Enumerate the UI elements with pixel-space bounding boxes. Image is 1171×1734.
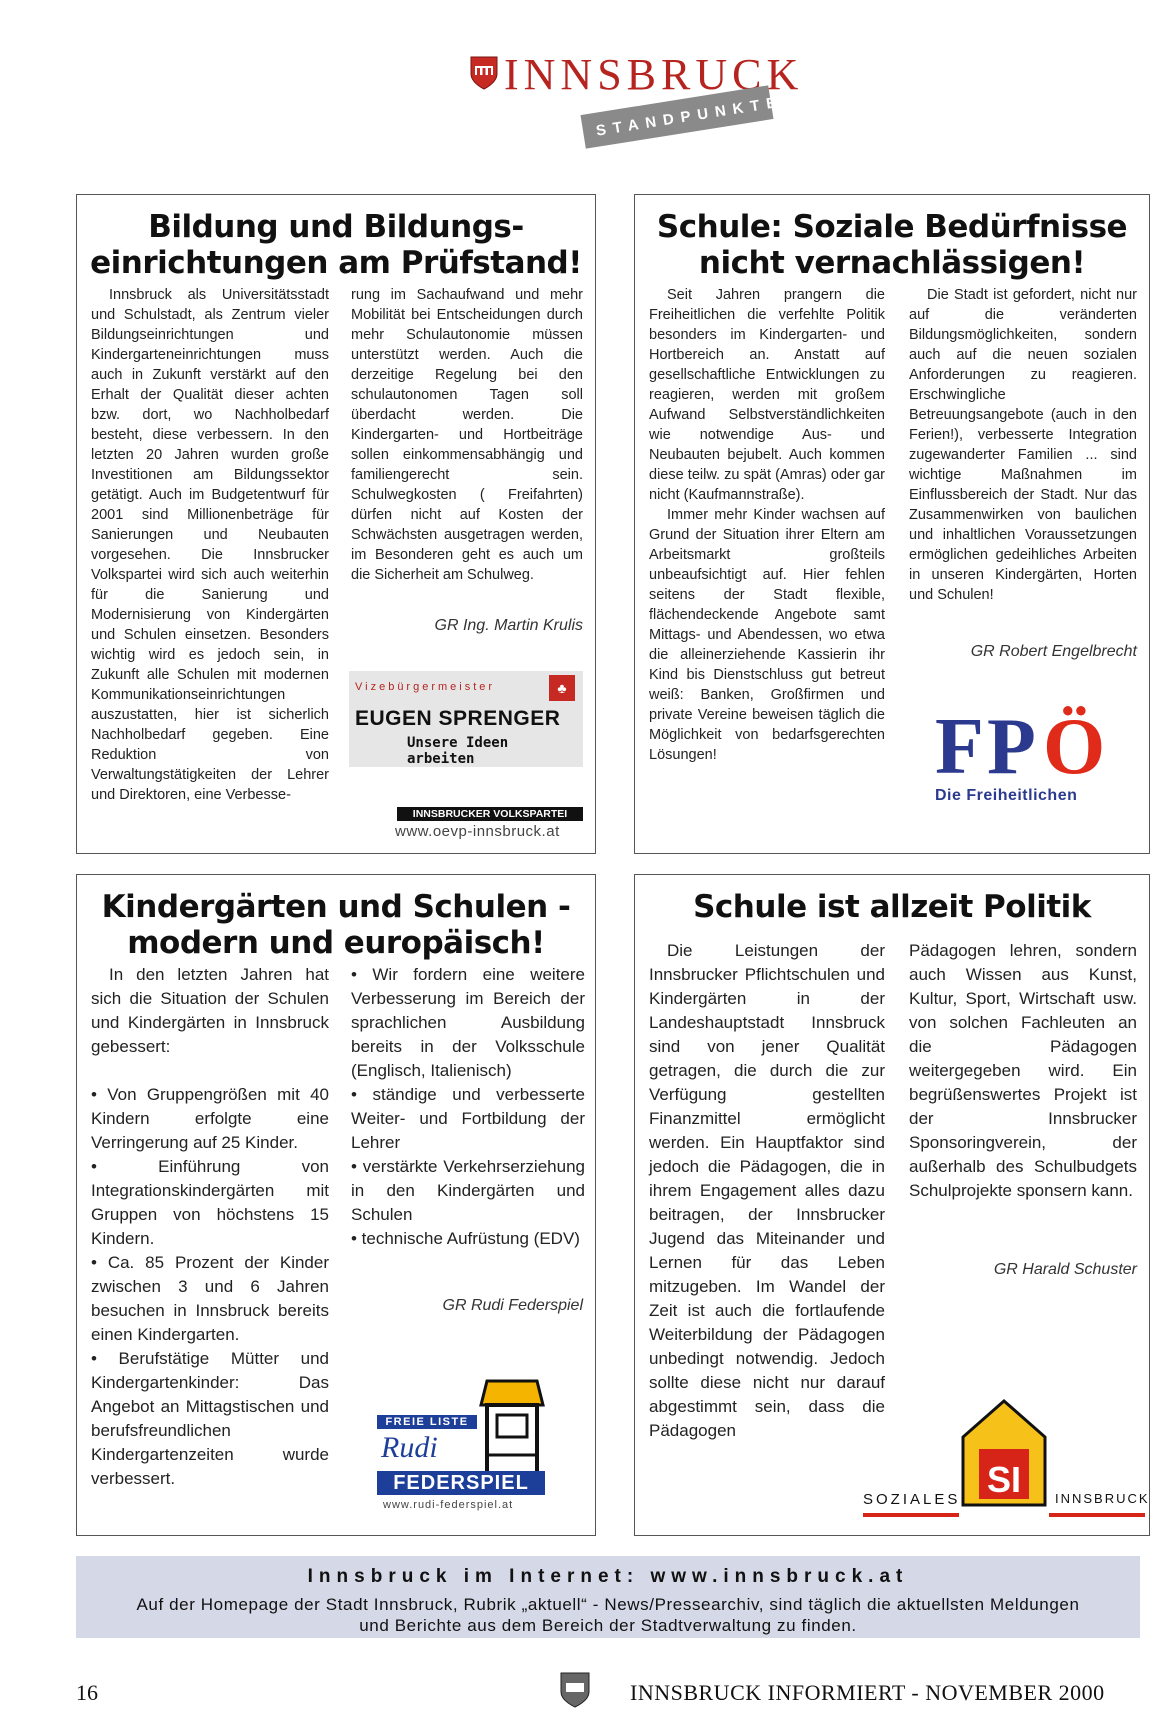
article-column-left bbox=[91, 963, 329, 1491]
logo-caption: Vizebürgermeister bbox=[355, 681, 496, 693]
paragraph: Die Stadt ist gefordert, nicht nur auf die veränderten Bildungsmöglichkeiten, sondern auch auf die neuen sozialen Anforderungen zu reagieren. Erschwingliche Betreuungsangebote (auch in den Ferien!), verbesserte Integration zugewanderter Familien ... sind wichtige Maßnahmen im Einflussbereich der Stadt. Nur das Zusammenwirken von baulichen und inhaltlichen Voraussetzungen ermöglichen gedeihliches Arbeiten in unseren Kindergärten, Horten und Schulen! bbox=[909, 287, 1137, 603]
paragraph: rung im Sachaufwand und mehr Mobilität bei Entscheidungen durch mehr Schulautonomie müssen unterstützt werden. Auch die derzeitige Regelung bei den schulautonomen Tagen soll überdacht werden. Die Kindergarten- und Hortbeiträge sollen einkommensabhängig und familiengerecht sein. Schulwegkosten ( Freifahrten) dürfen nicht auf Kosten der Schwächsten ausgetragen werden, im Besonderen geht es auch um die Sicherheit am Schulweg. bbox=[351, 287, 583, 583]
article-column-right bbox=[351, 963, 585, 1251]
logo-letter: Ö bbox=[1043, 703, 1106, 791]
list-item: • Wir fordern eine weitere Verbesserung im Bereich der sprachlichen Ausbildung bereits in der Volksschule (Englisch, Italienisch) bbox=[351, 965, 585, 1080]
divider bbox=[1049, 1513, 1145, 1517]
author-signature: GR Harald Schuster bbox=[993, 1261, 1137, 1278]
article-soziale-beduerfnisse bbox=[634, 194, 1150, 854]
logo-letter: P bbox=[987, 703, 1036, 791]
article-column-left bbox=[649, 939, 885, 1443]
article-title: Schule ist allzeit Politik bbox=[693, 889, 1091, 925]
party-url: www.oevp-innsbruck.at bbox=[395, 823, 560, 840]
logo-name: EUGEN SPRENGER bbox=[355, 707, 561, 730]
paragraph: Die Leistungen der Innsbrucker Pflichtschulen und Kindergärten in der Landeshauptstadt Innsbruck sind von jener Qualität getragen, die durch die zur Verfügung gestellten Finanzmittel ermöglicht werden. Ein Hauptfaktor sind jedoch die Pädagogen, die in ihrem Engagement alles dazu beitragen, der Innsbrucker Jugend das Miteinander und Lernen für das Leben mitzugeben. Im Wandel der Zeit ist auch die fortlaufende Weiterbildung der Pädagogen unbedingt notwendig. Jedoch sollte diese nicht nur darauf abgestimmt sein, dass die Pädagogen bbox=[649, 941, 885, 1440]
article-column-right bbox=[351, 285, 583, 585]
logo-caption: FREIE LISTE bbox=[377, 1415, 477, 1429]
article-title: Bildung und Bildungs- einrichtungen am Prüfstand! bbox=[90, 209, 582, 281]
article-column-right bbox=[909, 285, 1137, 605]
party-label: INNSBRUCKER VOLKSPARTEI bbox=[397, 807, 583, 821]
list-item: • verstärkte Verkehrserziehung in den Kindergärten und Schulen bbox=[351, 1157, 585, 1224]
divider bbox=[863, 1513, 959, 1517]
list-item: • ständige und verbesserte Weiter- und Fortbildung der Lehrer bbox=[351, 1085, 585, 1152]
masthead bbox=[470, 50, 804, 140]
paragraph: Innsbruck als Universitätsstadt und Schulstadt, als Zentrum vieler Bildungseinrichtungen und Kindergarteneinrichtungen muss auch in Zukunft verstärkt auf den Erhalt der Qualität dieser achten bzw. dort, wo Nachholbedarf besteht, diese verbessern. In den letzten 20 Jahren wurden große Investitionen am Bildungssektor getätigt. Auch im Budgetentwurf für 2001 sind Millionenbeträge für Sanierungen und Neubauten vorgesehen. Die Innsbrucker Volkspartei wird sich auch weiterhin für die Sanierung und Modernisierung von Kindergärten und Schulen einsetzen. Besonders wichtig wird es jedoch sein, in Zukunft alle Schulen mit modernen Kommunikationseinrichtungen auszustatten, hier ist sicherlich Nachholbedarf gegeben. Eine Reduktion von Verwaltungstätigkeiten der Lehrer und Direktoren, eine Verbesse- bbox=[91, 287, 329, 803]
logo-letter: F bbox=[935, 703, 984, 791]
article-title: Schule: Soziale Bedürfnisse nicht vernachlässigen! bbox=[656, 209, 1128, 281]
author-signature: GR Ing. Martin Krulis bbox=[434, 617, 583, 634]
publication-title: INNSBRUCK INFORMIERT - NOVEMBER 2000 bbox=[630, 1680, 1105, 1705]
band-title: Innsbruck im Internet: www.innsbruck.at bbox=[307, 1566, 909, 1587]
logo-slogan: Unsere Ideen arbeiten bbox=[407, 735, 509, 767]
city-crest-icon bbox=[470, 56, 498, 90]
article-column-left bbox=[91, 285, 329, 805]
list-item: • Von Gruppengrößen mit 40 Kindern erfolgte eine Verringerung auf 25 Kinder. bbox=[91, 1085, 329, 1152]
band-text: Auf der Homepage der Stadt Innsbruck, Rubrik „aktuell“ - News/Pressearchiv, sind täglich die aktuellsten Meldungen und Berichte aus dem Bereich der Stadtverwaltung zu finden. bbox=[136, 1595, 1080, 1635]
logo-caption: SOZIALES bbox=[863, 1491, 961, 1508]
party-url: www.rudi-federspiel.at bbox=[383, 1499, 514, 1511]
logo-subtitle: Die Freiheitlichen bbox=[935, 787, 1078, 804]
page-number: 16 bbox=[76, 1680, 98, 1705]
masthead-title: INNSBRUCK bbox=[504, 50, 804, 99]
paragraph: Pädagogen lehren, sondern auch Wissen aus Kunst, Kultur, Sport, Wirtschaft usw. von solchen Fachleuten an die Pädagogen weitergegeben wird. Ein begrüßenswertes Projekt ist der Innsbrucker Sponsoringverein, der außerhalb des Schulbudgets Schulprojekte sponsern kann. bbox=[909, 941, 1137, 1200]
list-item: • Ca. 85 Prozent der Kinder zwischen 3 und 6 Jahren besuchen in Innsbruck bereits einen Kindergarten. bbox=[91, 1253, 329, 1344]
author-signature: GR Robert Engelbrecht bbox=[970, 643, 1137, 660]
logo-mark: SI bbox=[986, 1459, 1021, 1500]
logo-name: FEDERSPIEL bbox=[377, 1471, 545, 1495]
logo-script: Rudi bbox=[381, 1431, 438, 1464]
internet-info-band bbox=[76, 1556, 1140, 1638]
author-signature: GR Rudi Federspiel bbox=[442, 1297, 583, 1314]
party-logo-oevp bbox=[349, 671, 583, 767]
paragraph: Immer mehr Kinder wachsen auf Grund der Situation ihrer Eltern am Arbeitsmarkt großteils unbeaufsichtigt auf. Hier fehlen seitens der Stadt flexible, flächendeckende Angebote samt Mittags- und Abendessen, wo etwa die alleinerziehende Kassierin ihr Kind bis Dienstschluss gut betreut weiß: Banken, Großfirmen und private Vereine beweisen täglich die Möglichkeit von bedarfsgerechten Lösungen! bbox=[649, 507, 885, 763]
party-logo-federspiel bbox=[377, 1375, 577, 1525]
article-bildung bbox=[76, 194, 596, 854]
list-item: • Einführung von Integrationskindergärten mit Gruppen von höchstens 15 Kindern. bbox=[91, 1157, 329, 1248]
city-crest-icon bbox=[560, 1672, 590, 1708]
article-kindergaerten bbox=[76, 874, 596, 1536]
article-column-left bbox=[649, 285, 885, 765]
logo-caption: INNSBRUCK bbox=[1055, 1491, 1150, 1506]
house-icon bbox=[477, 1375, 547, 1485]
paragraph: In den letzten Jahren hat sich die Situation der Schulen und Kindergärten in Innsbruck gebessert: bbox=[91, 965, 329, 1056]
article-schule-politik bbox=[634, 874, 1150, 1536]
oevp-emblem-icon: ♣ bbox=[549, 675, 575, 701]
list-item: • Berufstätige Mütter und Kindergartenkinder: Das Angebot an Mittagstischen und berufsfreundlichen Kindergartenzeiten wurde verbessert. bbox=[91, 1349, 329, 1488]
party-logo-fpoe bbox=[935, 703, 1135, 807]
masthead-subtitle: STANDPUNKTE bbox=[594, 93, 785, 140]
article-column-right bbox=[909, 939, 1137, 1203]
article-title: Kindergärten und Schulen - modern und europäisch! bbox=[101, 889, 571, 961]
party-logo-soziales-innsbruck bbox=[863, 1397, 1150, 1525]
list-item: • technische Aufrüstung (EDV) bbox=[351, 1229, 580, 1248]
paragraph: Seit Jahren prangern die Freiheitlichen die verfehlte Politik besonders im Kindergarten- und Hortbereich an. Anstatt auf gesellschaftliche Entwicklungen zu reagieren, werden mit großem Aufwand Selbstverständlichkeiten wie notwendige Aus- und Neubauten bejubelt. Auch kommen diese teilw. zu spät (Amras) oder gar nicht (Kaufmannstraße). bbox=[649, 287, 885, 503]
